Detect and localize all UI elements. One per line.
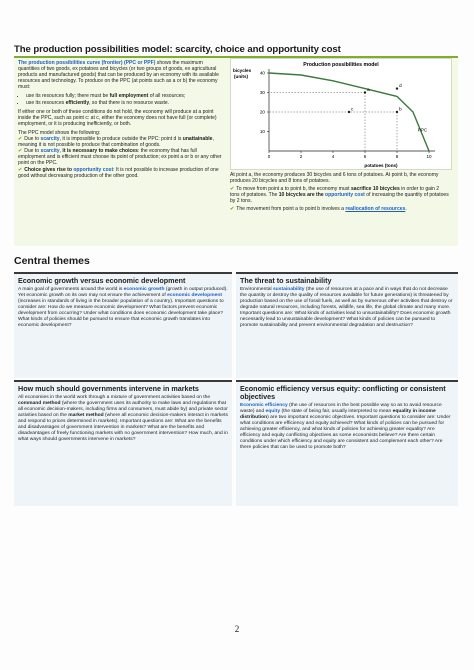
page-number: 2 (234, 624, 240, 634)
x-tick-label: 2 (299, 154, 303, 159)
theme-body: All economies in the world work through a mixture of government activities based on the command method (where the government uses its authority to make laws and regulations that all economic decision-makers, including firms and consumers, must abide by) and private sector activities based on the market method (where all economic decision-makers interact in markets and respond to prices determined in markets). Important questions are: What are the benefits and disadvantages of government intervention in markets? What are the benefits and disadvantages of freely functioning markets with no government intervention? How much, and in what ways should governments intervene in markets? (18, 395, 228, 442)
theme-body: A main goal of governments around the world is economic growth (growth in output produced). Yet economic growth on its own may not ensure the achievement of economic development (increases in standards of living in the broader population of a country). Important questions to consider are: How do we measure economic development? What factors prevent economic development from occurring? Under what conditions does economic development take place? What kinds of policies should be pursued to ensure that economic growth translates into economic development? (18, 287, 228, 328)
y-tick-label: 10 (259, 129, 265, 135)
chart-title: Production possibilities model (303, 62, 379, 68)
inside-ppc-paragraph: If either one or both of these conditions do not hold, the economy will produce at a point inside the PPC, such as point c: at c, either the economy does not have full (or complete) employment, or it is producing inefficiently, or both. (18, 108, 217, 127)
check-icon: ✔ (18, 136, 23, 143)
ppc-curve-label: PPC (417, 127, 428, 133)
points-paragraph: At point a, the economy produces 30 bicycles and 6 tons of potatoes. At point b, the economy produces 20 bicycles and 8 tons of potatoes. (230, 172, 439, 185)
ppc-interpretation (230, 172, 450, 215)
theme-title: How much should governments intervene in markets (18, 384, 199, 393)
ppc-definition: The production possibilities curve (frontier) (PPC or PPF) shows the maximum quantities of two goods, ex potatoes and bicycles (or two groups of goods, ex agricultural products and manufactured goods) that can be produced by an economy with its available resources and technology. To produce on the PPC (at points such as a or b) the economy must: (18, 60, 219, 91)
list-item: • use its resources efficiently, so that there is no resource waste. (26, 100, 224, 106)
list-item: • use its resources fully; there must be full employment of all resources; (26, 93, 224, 99)
section-title: The production possibilities model: scarcity, choice and opportunity cost (14, 44, 341, 55)
check-icon: ✔ (230, 206, 235, 213)
x-axis-label: potatoes (tons) (364, 163, 398, 168)
check-icon: ✔ (18, 166, 23, 173)
theme-title: The threat to sustainability (240, 276, 332, 285)
central-themes-heading: Central themes (14, 255, 90, 267)
y-axis-label: bicycles (233, 68, 252, 73)
y-tick-label: 40 (259, 70, 265, 76)
model-shows-paragraph: The PPC model shows the following: ✔ Due to scarcity, it is impossible to produce outside the PPC: point d is unattainable, meaning it is not possible to produce that combination of goods. ✔ Due to scarcity, it is necessary to make choices: the economy that has full employment and is efficient must choose its point of production; ex point a or b or any other point on the PPC. ✔ Choice gives rise to opportunity cost: It is not possible to increase production of one good without decreasing production of the other good. (18, 129, 222, 179)
y-tick-label: 20 (259, 109, 265, 115)
point-label: d (399, 84, 402, 90)
x-tick-label: 6 (363, 154, 367, 159)
theme-body: Economic efficiency (the use of resources in the best possible way so as to avoid resource waste) and equity (the state of being fair, usually interpreted to mean equality in income distribution) are two important economic objectives. Important questions to consider are: Under what conditions are efficiency and equity achieved? What kinds of policies can be pursued for achieving greater efficiency, and what kinds of policies for achieving greater equality? Are efficiency and equity conflicting objectives as some economists believe? Are there certain conditions under which efficiency and equity are consistent and complement each other? Are there policies that can be used to promote both? (240, 403, 451, 450)
theme-sustainability (236, 272, 458, 378)
conditions-list (18, 93, 224, 105)
check-icon: ✔ (18, 148, 23, 155)
ppc-diagram (230, 58, 452, 170)
point-label: b (399, 107, 402, 113)
x-tick-label: 0 (267, 154, 271, 159)
theme-efficiency-equity (236, 380, 458, 506)
theme-title: Economic efficiency versus equity: conflicting or consistent objectives (240, 384, 446, 401)
check-icon: ✔ (230, 186, 235, 193)
x-tick-label: 4 (331, 154, 335, 159)
theme-title: Economic growth versus economic development (18, 276, 186, 285)
themes-grid (14, 272, 458, 504)
ppc-explanation (18, 60, 224, 182)
y-axis-unit: (units) (234, 74, 249, 79)
opportunity-cost-paragraph: ✔ To move from point a to point b, the economy must sacrifice 10 bicycles in order to gain 2 tons of potatoes. The 10 bicycles are the opportunity cost of increasing the quantity of potatoes by 2 tons. (230, 186, 449, 205)
y-tick-label: 30 (259, 90, 265, 96)
theme-growth-development (14, 272, 232, 378)
point-b (396, 111, 398, 113)
ppc-chart (231, 59, 451, 169)
point-d (396, 87, 398, 89)
theme-body: Environmental sustainability (the use of resources at a pace and in ways that do not decrease the quantity or destroy the quality of resources available for future generations) is threatened by production based on the use of fossil fuels, as well as by numerous other activities that destroy or degrade natural resources, including forests, wildlife, sea life, the global climate and many more. Important questions are: What kinds of activities lead to unsustainability? Does economic growth necessarily lead to unsustainable development? What kinds of policies can be pursued to promote sustainability and prevent environmental degradation and destruction? (240, 287, 453, 328)
reallocation-paragraph: ✔ The movement from point a to point b involves a reallocation of resources. (230, 206, 407, 213)
theme-government-intervention (14, 380, 232, 506)
point-c (348, 111, 350, 113)
point-a (364, 91, 366, 93)
x-tick-label: 10 (426, 154, 432, 159)
ppc-summary-box (14, 56, 458, 246)
x-tick-label: 8 (395, 154, 399, 159)
point-label: a (367, 88, 370, 93)
point-label: c (351, 107, 354, 113)
